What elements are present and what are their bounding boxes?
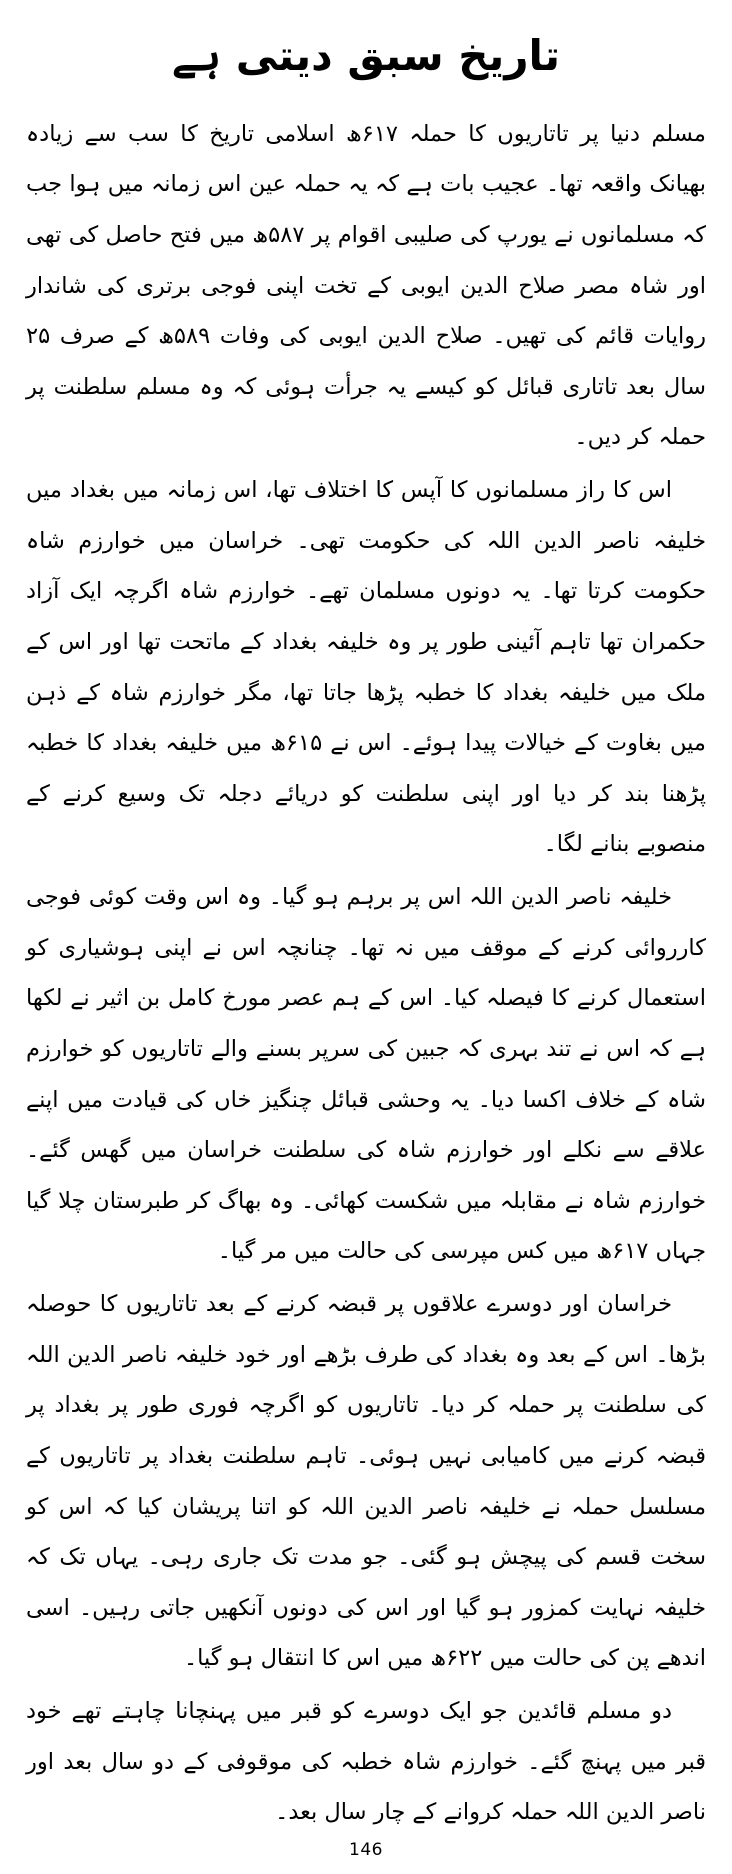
- page-number: 146: [349, 1839, 383, 1860]
- page-body: [26, 109, 706, 1840]
- page-title: تاریخ سبق دیتی ہے: [171, 31, 561, 80]
- paragraph-5: دو مسلم قائدین جو ایک دوسرے کو قبر میں پہنچانا چاہتے تھے خود قبر میں پہنچ گئے۔ خوارزم شاہ خطبہ کی موقوفی کے دو سال بعد اور ناصر الدین اللہ حملہ کروانے کے چار سال بعد۔: [26, 1698, 706, 1826]
- paragraph-4: خراسان اور دوسرے علاقوں پر قبضہ کرنے کے بعد تاتاریوں کا حوصلہ بڑھا۔ اس کے بعد وہ بغداد کی طرف بڑھے اور خود خلیفہ ناصر الدین اللہ کی سلطنت پر حملہ کر دیا۔ تاتاریوں کو اگرچہ فوری طور پر بغداد پر قبضہ کرنے میں کامیابی نہیں ہوئی۔ تاہم سلطنت بغداد پر تاتاریوں کے مسلسل حملہ نے خلیفہ ناصر الدین اللہ کو اتنا پریشان کیا کہ اس کو سخت قسم کی پیچش ہو گئی۔ جو مدت تک جاری رہی۔ یہاں تک کہ خلیفہ نہایت کمزور ہو گیا اور اس کی دونوں آنکھیں جاتی رہیں۔ اسی اندھے پن کی حالت میں ۶۲۲ھ میں اس کا انتقال ہو گیا۔: [26, 1291, 706, 1672]
- paragraph-1: مسلم دنیا پر تاتاریوں کا حملہ ۶۱۷ھ اسلامی تاریخ کا سب سے زیادہ بھیانک واقعہ تھا۔ عجیب بات ہے کہ یہ حملہ عین اس زمانہ میں ہوا جب کہ مسلمانوں نے یورپ کی صلیبی اقوام پر ۵۸۷ھ میں فتح حاصل کی تھی اور شاہ مصر صلاح الدین ایوبی کے تخت اپنی فوجی برتری کی شاندار روایات قائم کی تھیں۔ صلاح الدین ایوبی کی وفات ۵۸۹ھ کے صرف ۲۵ سال بعد تاتاری قبائل کو کیسے یہ جرأت ہوئی کہ وہ مسلم سلطنت پر حملہ کر دیں۔: [26, 120, 706, 451]
- paragraph-2: اس کا راز مسلمانوں کا آپس کا اختلاف تھا، اس زمانہ میں بغداد میں خلیفہ ناصر الدین اللہ کی حکومت تھی۔ خراسان میں خوارزم شاہ حکومت کرتا تھا۔ یہ دونوں مسلمان تھے۔ خوارزم شاہ اگرچہ ایک آزاد حکمران تھا تاہم آئینی طور پر وہ خلیفہ بغداد کے ماتحت تھا اور اس کے ملک میں خلیفہ بغداد کا خطبہ پڑھا جاتا تھا، مگر خوارزم شاہ کے ذہن میں بغاوت کے خیالات پیدا ہوئے۔ اس نے ۶۱۵ھ میں خلیفہ بغداد کا خطبہ پڑھنا بند کر دیا اور اپنی سلطنت کو دریائے دجلہ تک وسیع کرنے کے منصوبے بنانے لگا۔: [26, 477, 706, 858]
- paragraph-3: خلیفہ ناصر الدین اللہ اس پر برہم ہو گیا۔ وہ اس وقت کوئی فوجی کارروائی کرنے کے موقف میں نہ تھا۔ چنانچہ اس نے اپنی ہوشیاری کو استعمال کرنے کا فیصلہ کیا۔ اس کے ہم عصر مورخ کامل بن اثیر نے لکھا ہے کہ اس نے تند بہری کہ جبین کی سرپر بسنے والے تاتاریوں کو خوارزم شاہ کے خلاف اکسا دیا۔ یہ وحشی قبائل چنگیز خاں کی قیادت میں اپنے علاقے سے نکلے اور خوارزم شاہ کی سلطنت خراسان میں گھس گئے۔ خوارزم شاہ نے مقابلہ میں شکست کھائی۔ وہ بھاگ کر طبرستان چلا گیا جہاں ۶۱۷ھ میں کس مپرسی کی حالت میں مر گیا۔: [26, 884, 706, 1265]
